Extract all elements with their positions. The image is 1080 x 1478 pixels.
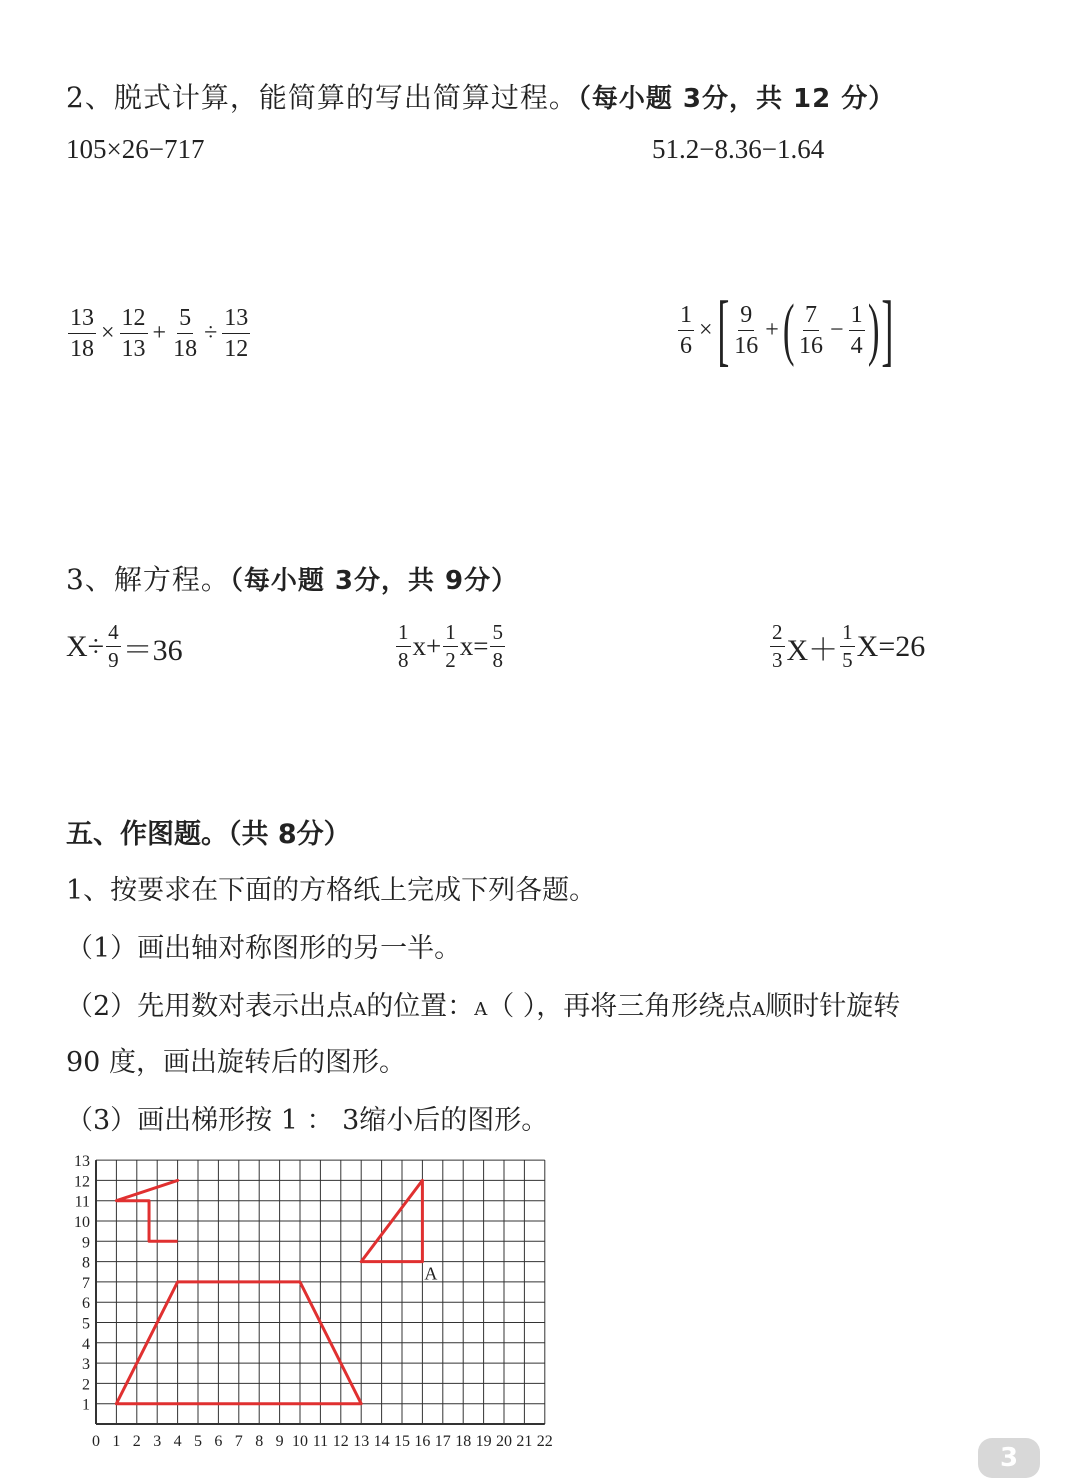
section5-title: 五、作图题。（共 8分） <box>66 819 351 850</box>
sub2-text: （ ），再将三角形绕点 <box>487 991 753 1022</box>
numerator: 1 <box>678 303 694 331</box>
point-a-label: A <box>474 999 488 1020</box>
operator: + <box>152 320 167 346</box>
eq1-prefix: X÷ <box>66 629 105 663</box>
eq1-suffix: ＝36 <box>122 633 183 667</box>
denominator: 12 <box>224 336 249 362</box>
fraction <box>732 303 760 358</box>
numerator: 2 <box>770 622 785 647</box>
section5-q1: 1、按要求在下面的方格纸上完成下列各题。 <box>66 875 597 906</box>
denominator: 3 <box>772 648 783 672</box>
x-tick-label: 15 <box>394 1433 410 1450</box>
right-bracket: ] <box>881 286 894 374</box>
denominator: 6 <box>680 332 692 359</box>
section5-sub2 <box>66 984 900 1023</box>
eq2-term: x+ <box>412 631 442 661</box>
numerator: 12 <box>120 306 148 334</box>
page-number-badge: 3 <box>978 1438 1040 1478</box>
fraction <box>106 622 121 671</box>
denominator: 13 <box>121 336 146 362</box>
point-a-label: A <box>424 1263 438 1284</box>
y-tick-label: 11 <box>74 1193 90 1211</box>
denominator: 5 <box>842 648 853 672</box>
fraction <box>120 306 148 361</box>
x-tick-label: 5 <box>194 1433 202 1450</box>
x-tick-label: 4 <box>173 1433 182 1450</box>
q2-heading <box>66 76 895 116</box>
q3-heading-score: （每小题 3分，共 9分） <box>229 566 519 596</box>
left-bracket: [ <box>716 286 729 374</box>
sub2-text: （2）先用数对表示出点 <box>66 991 354 1022</box>
x-tick-label: 10 <box>292 1433 308 1450</box>
left-paren: ( <box>782 291 795 368</box>
point-a-label: A <box>752 999 766 1020</box>
operator: × <box>699 316 713 343</box>
x-tick-label: 0 <box>92 1433 100 1450</box>
x-tick-label: 14 <box>373 1433 390 1450</box>
right-paren: ) <box>867 291 880 368</box>
operator: + <box>765 316 779 343</box>
fraction <box>678 303 694 358</box>
x-tick-label: 21 <box>516 1433 533 1450</box>
equation-1 <box>66 622 183 671</box>
x-tick-label: 3 <box>153 1433 162 1450</box>
numerator: 13 <box>68 306 96 334</box>
fraction <box>396 622 411 671</box>
equation-3 <box>768 622 925 671</box>
q3-heading-text: 3、解方程。 <box>66 563 230 596</box>
x-tick-label: 22 <box>536 1433 553 1450</box>
q2-heading-text: 2、脱式计算，能简算的写出简算过程。 <box>66 81 578 114</box>
denominator: 16 <box>799 332 824 359</box>
eq2-term: x= <box>459 631 489 661</box>
symmetric-half-shape <box>116 1180 177 1241</box>
x-tick-label: 16 <box>414 1433 431 1450</box>
expression-3 <box>66 306 252 361</box>
y-tick-label: 4 <box>82 1335 90 1353</box>
q3-heading <box>66 558 518 598</box>
numerator: 5 <box>177 306 193 334</box>
denominator: 8 <box>398 648 409 672</box>
denominator: 16 <box>734 332 759 359</box>
y-tick-label: 1 <box>82 1396 90 1414</box>
fraction <box>797 303 825 358</box>
numerator: 7 <box>803 303 819 331</box>
x-tick-label: 12 <box>332 1433 349 1450</box>
y-tick-label: 10 <box>74 1214 90 1231</box>
numerator: 1 <box>443 622 458 647</box>
section5-sub1: （1）画出轴对称图形的另一半。 <box>66 933 462 964</box>
denominator: 18 <box>70 336 94 362</box>
eq3-term: X=26 <box>856 629 926 663</box>
triangle-shape <box>361 1180 422 1261</box>
sub2-text: 顺时针旋转 <box>765 991 901 1022</box>
x-tick-label: 11 <box>312 1433 329 1450</box>
expression-1: 105×26−717 <box>66 134 205 164</box>
y-tick-label: 8 <box>82 1254 90 1272</box>
denominator: 18 <box>173 336 198 362</box>
eq3-term: X＋ <box>786 633 839 667</box>
denominator: 8 <box>492 648 503 672</box>
y-tick-label: 9 <box>82 1234 90 1252</box>
y-tick-label: 5 <box>82 1315 90 1333</box>
x-tick-label: 6 <box>214 1433 223 1450</box>
numerator: 1 <box>396 622 411 647</box>
sub2-text: 的位置： <box>366 991 475 1022</box>
section5-sub2-line2: 90 度，画出旋转后的图形。 <box>66 1047 406 1078</box>
expression-2: 51.2−8.36−1.64 <box>652 134 825 164</box>
denominator: 4 <box>850 332 863 359</box>
y-tick-label: 7 <box>82 1274 90 1292</box>
y-tick-label: 6 <box>82 1295 90 1313</box>
x-tick-label: 18 <box>455 1433 472 1450</box>
x-tick-label: 20 <box>496 1433 512 1450</box>
q2-heading-score: （每小题 3分，共 12 分） <box>577 84 896 114</box>
numerator: 4 <box>106 622 121 647</box>
y-tick-label: 13 <box>74 1153 90 1171</box>
section5-sub3: （3）画出梯形按 1 ： 3缩小后的图形。 <box>66 1105 549 1136</box>
x-tick-label: 19 <box>475 1433 492 1450</box>
x-tick-label: 7 <box>234 1433 243 1450</box>
fraction <box>849 303 865 358</box>
expression-4 <box>676 286 895 374</box>
fraction <box>68 306 96 361</box>
x-tick-label: 1 <box>112 1433 121 1450</box>
operator: ÷ <box>204 320 218 346</box>
fraction <box>171 306 199 361</box>
operator: × <box>101 320 115 346</box>
y-tick-label: 2 <box>82 1376 90 1394</box>
fraction <box>443 622 458 671</box>
fraction <box>840 622 855 671</box>
numerator: 5 <box>490 622 505 647</box>
equation-2 <box>394 622 507 671</box>
fraction <box>770 622 785 671</box>
y-tick-label: 12 <box>74 1173 90 1191</box>
denominator: 9 <box>108 648 119 672</box>
fraction <box>490 622 505 671</box>
denominator: 2 <box>445 648 456 672</box>
numerator: 1 <box>840 622 855 647</box>
fraction <box>222 306 250 361</box>
point-a-label: A <box>353 999 367 1020</box>
x-tick-label: 17 <box>434 1433 451 1450</box>
x-tick-label: 13 <box>353 1433 370 1450</box>
x-tick-label: 8 <box>255 1433 264 1450</box>
numerator: 9 <box>738 303 754 331</box>
x-tick-label: 9 <box>275 1433 284 1450</box>
x-tick-label: 2 <box>132 1433 141 1450</box>
numerator: 1 <box>849 303 865 331</box>
numerator: 13 <box>222 306 250 334</box>
trapezoid-shape <box>116 1282 361 1404</box>
operator: − <box>830 316 844 343</box>
y-tick-label: 3 <box>82 1356 90 1374</box>
